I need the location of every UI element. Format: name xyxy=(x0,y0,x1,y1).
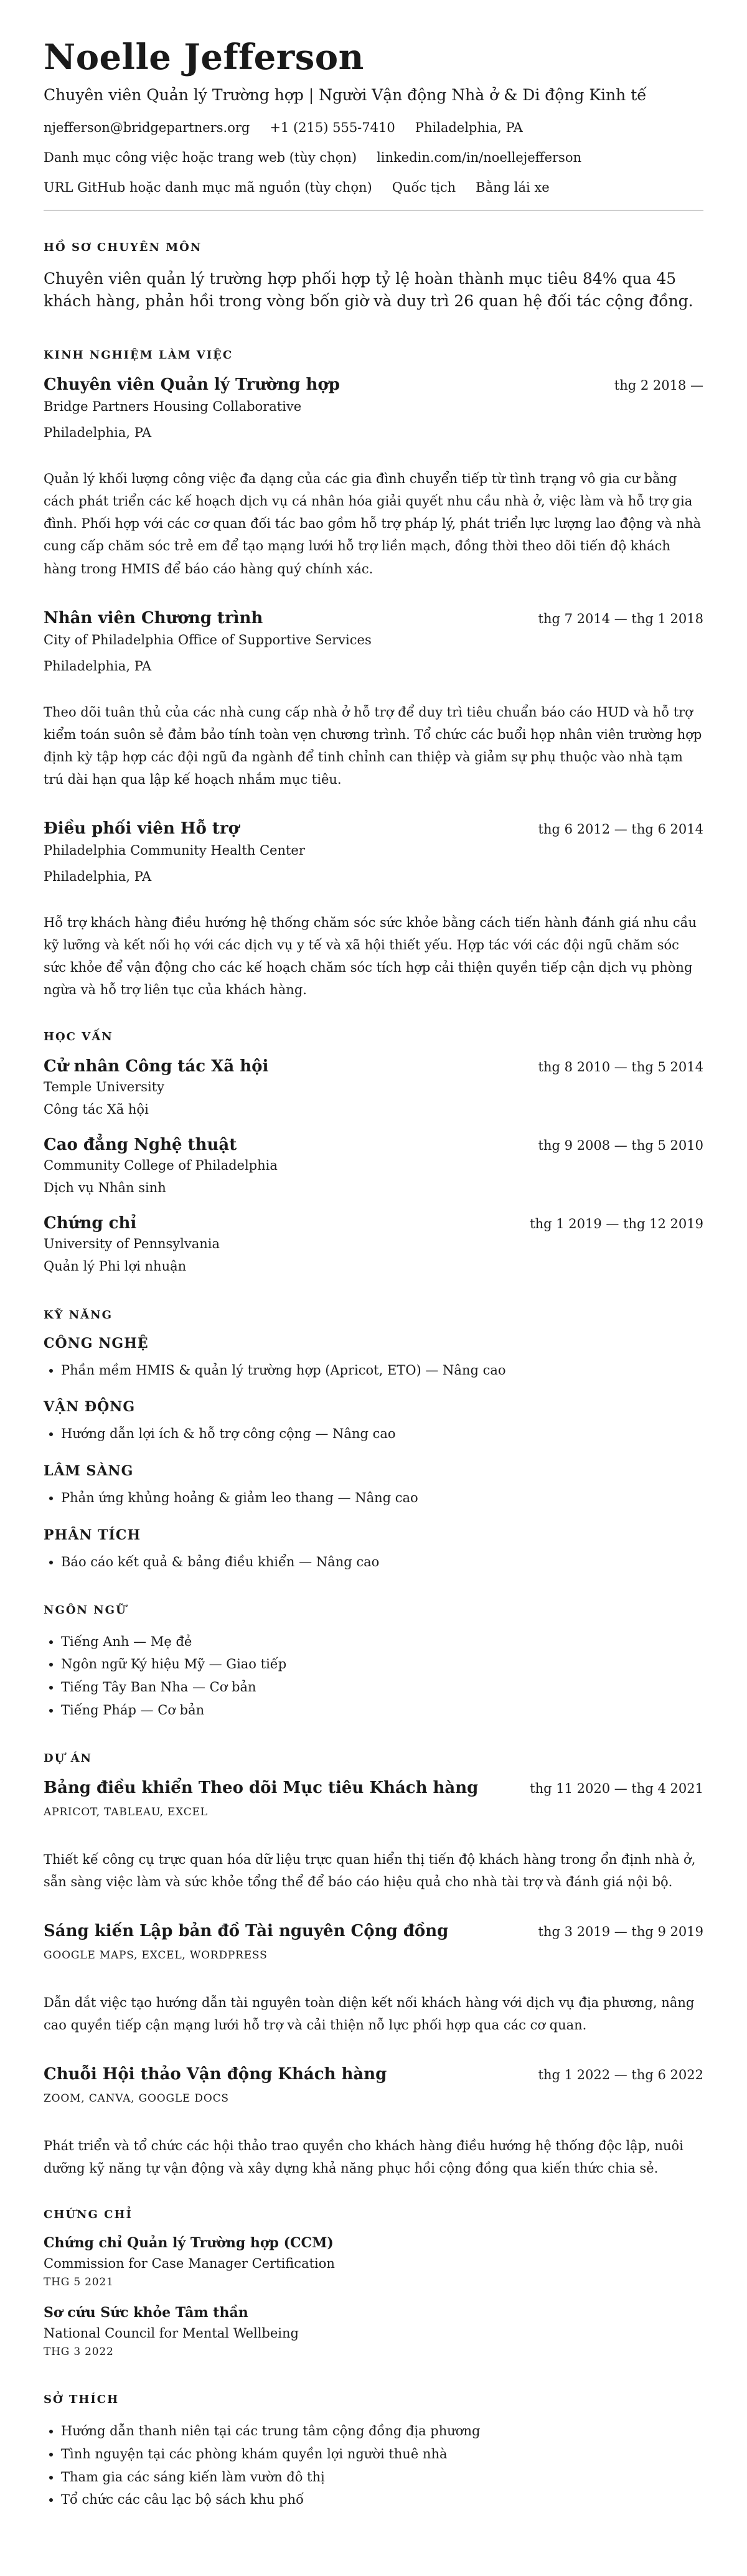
language-item: • Tiếng Anh — Mẹ đẻ xyxy=(61,1630,703,1653)
job-location: Philadelphia, PA xyxy=(44,658,152,674)
language-item: • Ngôn ngữ Ký hiệu Mỹ — Giao tiếp xyxy=(61,1653,703,1676)
job-title: Chuyên viên Quản lý Trường hợp xyxy=(44,375,340,395)
certificate-name: Sơ cứu Sức khỏe Tâm thần xyxy=(44,2305,248,2321)
project-description: Dẫn dắt việc tạo hướng dẫn tài nguyên toàn diện kết nối khách hàng với dịch vụ địa phương, nâng cao quyền tiếp cận mạng lưới hỗ trợ và cải thiện nỗ lực phối hợp qua các cơ quan. xyxy=(44,1995,695,2033)
job-location: Philadelphia, PA xyxy=(44,425,152,441)
degree-title: Cao đẳng Nghệ thuật xyxy=(44,1135,237,1154)
contact-row-3 xyxy=(44,180,703,195)
degree-date: thg 1 2019 — thg 12 2019 xyxy=(530,1216,703,1231)
degree-field: Dịch vụ Nhân sinh xyxy=(44,1180,166,1195)
job-description: Theo dõi tuân thủ của các nhà cung cấp nhà ở hỗ trợ để duy trì tiêu chuẩn báo cáo HUD và hỗ trợ kiểm toán suôn sẻ đảm bảo tính toàn vẹn chương trình. Tổ chức các buổi họp nhân viên trường hợp định kỳ tập hợp các đội ngũ đa ngành để tinh chỉnh can thiệp và giảm sự phụ thuộc vào nhà tạm trú dài hạn qua lập kế hoạch nhắm mục tiêu. xyxy=(44,704,702,787)
contact-row-2 xyxy=(44,150,703,165)
contact-email[interactable]: njefferson@bridgepartners.org xyxy=(44,120,250,135)
degree-title: Chứng chỉ xyxy=(44,1213,137,1233)
project-item xyxy=(44,1779,703,1893)
degree-title: Cử nhân Công tác Xã hội xyxy=(44,1056,269,1076)
interest-item: • Tình nguyện tại các phòng khám quyền lợi người thuê nhà xyxy=(61,2443,703,2466)
certificate-item xyxy=(44,2235,703,2288)
candidate-name: Noelle Jefferson xyxy=(44,37,364,78)
project-item xyxy=(44,2065,703,2179)
job-description: Quản lý khối lượng công việc đa dạng của các gia đình chuyển tiếp từ tình trạng vô gia cư bằng cách phát triển các kế hoạch dịch vụ cá nhân hóa giải quyết nhu cầu nhà ở, việc làm và hỗ trợ gia đình. Phối hợp với các cơ quan đối tác bao gồm hỗ trợ pháp lý, phát triển lực lượng lao động và nhà cung cấp chăm sóc trẻ em để tạo mạng lưới hỗ trợ liền mạch, đồng thời theo dõi tiến độ khách hàng trong HMIS để báo cáo hàng quý chính xác. xyxy=(44,471,701,576)
contact-location: Philadelphia, PA xyxy=(415,120,523,135)
contact-portfolio[interactable]: Danh mục công việc hoặc trang web (tùy chọn) xyxy=(44,149,357,165)
project-title: Sáng kiến Lập bản đồ Tài nguyên Cộng đồng xyxy=(44,1921,449,1940)
project-title: Chuỗi Hội thảo Vận động Khách hàng xyxy=(44,2064,387,2084)
language-item: • Tiếng Pháp — Cơ bản xyxy=(61,1699,703,1722)
job-title: Điều phối viên Hỗ trợ xyxy=(44,819,239,839)
project-date: thg 11 2020 — thg 4 2021 xyxy=(530,1780,703,1796)
job-org: City of Philadelphia Office of Supportive Services xyxy=(44,632,372,647)
project-list xyxy=(44,1779,703,2180)
experience-item xyxy=(44,609,703,791)
experience-item xyxy=(44,819,703,1001)
contact-linkedin[interactable]: linkedin.com/in/noellejefferson xyxy=(377,149,581,165)
skill-category: VẬN ĐỘNG xyxy=(44,1399,136,1416)
skill-item: • Phần mềm HMIS & quản lý trường hợp (Apricot, ETO) — Nâng cao xyxy=(61,1359,703,1382)
contact-row-1 xyxy=(44,120,703,135)
education-item xyxy=(44,1214,703,1274)
school-name: Temple University xyxy=(44,1079,165,1094)
job-date: thg 7 2014 — thg 1 2018 xyxy=(538,611,703,626)
education-list xyxy=(44,1057,703,1274)
project-item xyxy=(44,1922,703,2036)
skill-item: • Báo cáo kết quả & bảng điều khiển — Nâng cao xyxy=(61,1551,703,1574)
job-date: thg 2 2018 — xyxy=(614,378,703,393)
certificate-issuer: Commission for Case Manager Certification xyxy=(44,2256,335,2272)
degree-field: Quản lý Phi lợi nhuận xyxy=(44,1258,187,1274)
school-name: University of Pennsylvania xyxy=(44,1236,220,1251)
certificate-item xyxy=(44,2305,703,2358)
contact-nationality: Quốc tịch xyxy=(392,179,456,195)
certificate-issuer: National Council for Mental Wellbeing xyxy=(44,2326,299,2341)
section-title-languages: NGÔN NGỮ xyxy=(44,1603,127,1617)
section-title-projects: DỰ ÁN xyxy=(44,1751,92,1765)
language-list xyxy=(44,1630,703,1722)
project-title: Bảng điều khiển Theo dõi Mục tiêu Khách hàng xyxy=(44,1778,479,1797)
certificate-date: THG 5 2021 xyxy=(44,2276,114,2289)
section-title-certificates: CHỨNG CHỈ xyxy=(44,2208,133,2222)
project-tags: GOOGLE MAPS, EXCEL, WORDPRESS xyxy=(44,1948,268,1962)
interest-item: • Hướng dẫn thanh niên tại các trung tâm cộng đồng địa phương xyxy=(61,2420,703,2443)
contact-phone[interactable]: +1 (215) 555-7410 xyxy=(270,120,395,135)
education-item xyxy=(44,1057,703,1117)
skill-category: LÂM SÀNG xyxy=(44,1463,134,1480)
section-title-experience: KINH NGHIỆM LÀM VIỆC xyxy=(44,349,233,362)
degree-field: Công tác Xã hội xyxy=(44,1101,149,1117)
section-title-profile: HỒ SƠ CHUYÊN MÔN xyxy=(44,240,202,254)
section-title-interests: SỞ THÍCH xyxy=(44,2393,120,2407)
job-org: Philadelphia Community Health Center xyxy=(44,843,305,858)
headline: Chuyên viên Quản lý Trường hợp | Người Vận động Nhà ở & Di động Kinh tế xyxy=(44,85,647,104)
degree-date: thg 9 2008 — thg 5 2010 xyxy=(538,1137,703,1153)
interest-item: • Tổ chức các câu lạc bộ sách khu phố xyxy=(61,2488,703,2511)
degree-date: thg 8 2010 — thg 5 2014 xyxy=(538,1059,703,1074)
skills-list xyxy=(44,1335,703,1574)
skill-category: CÔNG NGHỆ xyxy=(44,1335,149,1351)
certificate-list xyxy=(44,2235,703,2358)
interest-item: • Tham gia các sáng kiến làm vườn đô thị xyxy=(61,2466,703,2489)
project-tags: APRICOT, TABLEAU, EXCEL xyxy=(44,1805,208,1818)
project-date: thg 3 2019 — thg 9 2019 xyxy=(538,1924,703,1939)
header-divider xyxy=(44,210,703,211)
project-tags: ZOOM, CANVA, GOOGLE DOCS xyxy=(44,2092,229,2105)
school-name: Community College of Philadelphia xyxy=(44,1157,278,1173)
experience-list xyxy=(44,375,703,1001)
section-title-skills: KỸ NĂNG xyxy=(44,1308,113,1322)
project-description: Thiết kế công cụ trực quan hóa dữ liệu trực quan hiển thị tiến độ khách hàng trong ổn định nhà ở, sẵn sàng việc làm và sức khỏe tổng thể để báo cáo hiệu quả cho nhà tài trợ và đánh giá nội bộ. xyxy=(44,1851,696,1889)
skill-category: PHÂN TÍCH xyxy=(44,1526,141,1543)
job-date: thg 6 2012 — thg 6 2014 xyxy=(538,822,703,837)
profile-summary: Chuyên viên quản lý trường hợp phối hợp tỷ lệ hoàn thành mục tiêu 84% qua 45 khách hàng, phản hồi trong vòng bốn giờ và duy trì 26 quan hệ đối tác cộng đồng. xyxy=(44,269,693,310)
skill-item: • Hướng dẫn lợi ích & hỗ trợ công cộng — Nâng cao xyxy=(61,1422,703,1445)
job-description: Hỗ trợ khách hàng điều hướng hệ thống chăm sóc sức khỏe bằng cách tiến hành đánh giá nhu cầu kỹ lưỡng và kết nối họ với các dịch vụ y tế và xã hội thiết yếu. Hợp tác với các đội ngũ chăm sóc sức khỏe để vận động cho các kế hoạch chăm sóc tích hợp cải thiện quyền tiếp cận dịch vụ phòng ngừa và hỗ trợ liên tục của khách hàng. xyxy=(44,915,697,998)
contact-github[interactable]: URL GitHub hoặc danh mục mã nguồn (tùy chọn) xyxy=(44,179,372,195)
certificate-name: Chứng chỉ Quản lý Trường hợp (CCM) xyxy=(44,2235,334,2252)
section-title-education: HỌC VẤN xyxy=(44,1030,113,1043)
project-description: Phát triển và tổ chức các hội thảo trao quyền cho khách hàng điều hướng hệ thống độc lập, nuôi dưỡng kỹ năng tự vận động và xây dựng khả năng phục hồi cộng đồng qua kiến thức chia sẻ. xyxy=(44,2138,684,2176)
job-location: Philadelphia, PA xyxy=(44,869,152,885)
skill-item: • Phản ứng khủng hoảng & giảm leo thang — Nâng cao xyxy=(61,1487,703,1510)
language-item: • Tiếng Tây Ban Nha — Cơ bản xyxy=(61,1676,703,1699)
job-title: Nhân viên Chương trình xyxy=(44,608,263,628)
project-date: thg 1 2022 — thg 6 2022 xyxy=(538,2067,703,2082)
contact-license: Bằng lái xe xyxy=(476,179,550,195)
job-org: Bridge Partners Housing Collaborative xyxy=(44,399,302,415)
interest-list xyxy=(44,2420,703,2511)
certificate-date: THG 3 2022 xyxy=(44,2346,114,2359)
experience-item xyxy=(44,375,703,580)
education-item xyxy=(44,1135,703,1195)
